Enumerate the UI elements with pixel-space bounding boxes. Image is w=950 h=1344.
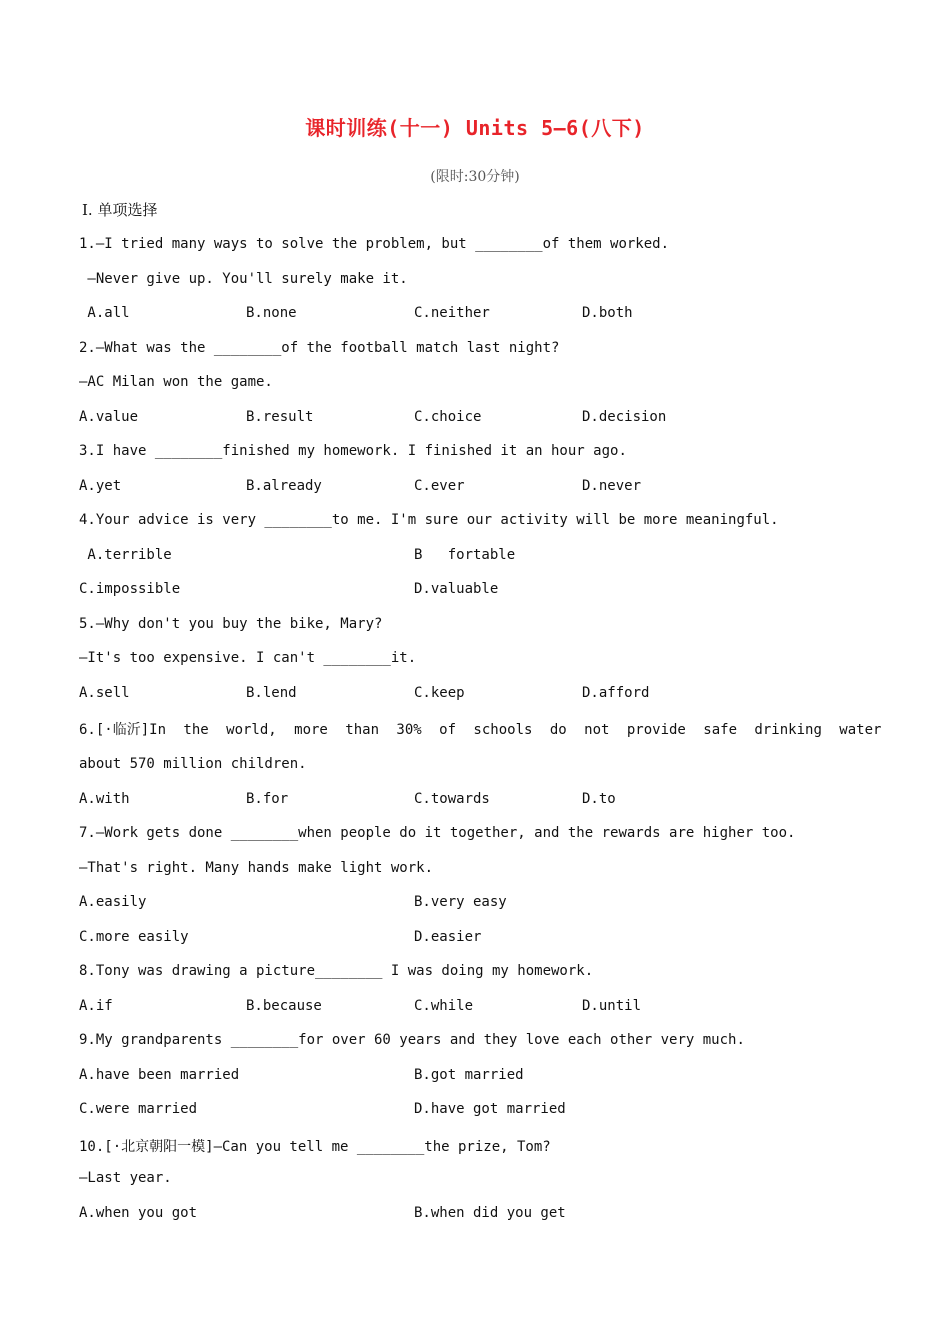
question-2-option-c: C.choice bbox=[414, 409, 482, 425]
question-1-option-d: D.both bbox=[582, 305, 633, 321]
question-9-option-d: D.have got married bbox=[414, 1101, 566, 1117]
question-7-option-d: D.easier bbox=[414, 929, 482, 945]
question-7-option-c: C.more easily bbox=[79, 929, 189, 945]
question-4-option-b: B fortable bbox=[414, 547, 516, 563]
question-2-option-b: B.result bbox=[246, 409, 314, 425]
question-3-option-b: B.already bbox=[246, 478, 322, 494]
question-6-option-b: B.for bbox=[246, 791, 289, 807]
question-1-option-c: C.neither bbox=[414, 305, 490, 321]
question-9-stem: 9.My grandparents ________for over 60 years and they love each other very much. bbox=[79, 1032, 745, 1048]
question-3-option-c: C.ever bbox=[414, 478, 465, 494]
question-1-stem: 1.—I tried many ways to solve the problem, but ________of them worked. bbox=[79, 236, 670, 252]
question-6-option-c: C.towards bbox=[414, 791, 490, 807]
question-1-option-a: A.all bbox=[79, 305, 130, 321]
question-6-stem bbox=[79, 719, 882, 739]
question-2-option-a: A.value bbox=[79, 409, 139, 425]
question-5-option-c: C.keep bbox=[414, 685, 465, 701]
question-3-option-d: D.never bbox=[582, 478, 642, 494]
question-9-option-a: A.have been married bbox=[79, 1067, 240, 1083]
question-8-option-c: C.while bbox=[414, 998, 474, 1014]
question-10-option-a: A.when you got bbox=[79, 1205, 198, 1221]
question-10-stem: 10.[·北京朝阳一模]—Can you tell me ________the prize, Tom? bbox=[79, 1139, 551, 1155]
question-7-response: —That's right. Many hands make light work. bbox=[79, 860, 434, 876]
question-2-stem: 2.—What was the ________of the football match last night? bbox=[79, 340, 560, 356]
question-9-option-b: B.got married bbox=[414, 1067, 524, 1083]
question-2-option-d: D.decision bbox=[582, 409, 667, 425]
question-5-response: —It's too expensive. I can't ________it. bbox=[79, 650, 417, 666]
question-5-option-d: D.afford bbox=[582, 685, 650, 701]
question-8-option-a: A.if bbox=[79, 998, 113, 1014]
question-4-option-a: A.terrible bbox=[79, 547, 172, 563]
section-heading: Ⅰ. 单项选择 bbox=[82, 201, 158, 219]
page-title: 课时训练(十一) Units 5—6(八下) bbox=[305, 116, 645, 140]
question-8-stem: 8.Tony was drawing a picture________ I was doing my homework. bbox=[79, 963, 594, 979]
question-7-option-a: A.easily bbox=[79, 894, 147, 910]
question-7-stem: 7.—Work gets done ________when people do it together, and the rewards are higher too. bbox=[79, 825, 796, 841]
question-10-option-b: B.when did you get bbox=[414, 1205, 566, 1221]
question-7-option-b: B.very easy bbox=[414, 894, 507, 910]
question-4-option-d: D.valuable bbox=[414, 581, 499, 597]
question-5-option-a: A.sell bbox=[79, 685, 130, 701]
question-5-stem: 5.—Why don't you buy the bike, Mary? bbox=[79, 616, 383, 632]
question-8-option-b: B.because bbox=[246, 998, 322, 1014]
question-3-option-a: A.yet bbox=[79, 478, 122, 494]
question-4-stem: 4.Your advice is very ________to me. I'm sure our activity will be more meaningful. bbox=[79, 512, 779, 528]
time-limit: (限时:30分钟) bbox=[430, 169, 520, 185]
question-6-stem-continued: about 570 million children. bbox=[79, 756, 307, 772]
question-10-response: —Last year. bbox=[79, 1170, 172, 1186]
question-6-option-a: A.with bbox=[79, 791, 130, 807]
question-4-option-c: C.impossible bbox=[79, 581, 181, 597]
question-9-option-c: C.were married bbox=[79, 1101, 198, 1117]
question-6-stem-text: 6.[·临沂]In the world, more than 30% of schools do not provide safe drinking water bbox=[79, 722, 882, 738]
question-2-response: —AC Milan won the game. bbox=[79, 374, 273, 390]
question-8-option-d: D.until bbox=[582, 998, 642, 1014]
question-1-response: —Never give up. You'll surely make it. bbox=[79, 271, 408, 287]
question-5-option-b: B.lend bbox=[246, 685, 297, 701]
question-6-option-d: D.to bbox=[582, 791, 616, 807]
question-3-stem: 3.I have ________finished my homework. I finished it an hour ago. bbox=[79, 443, 627, 459]
question-1-option-b: B.none bbox=[246, 305, 297, 321]
